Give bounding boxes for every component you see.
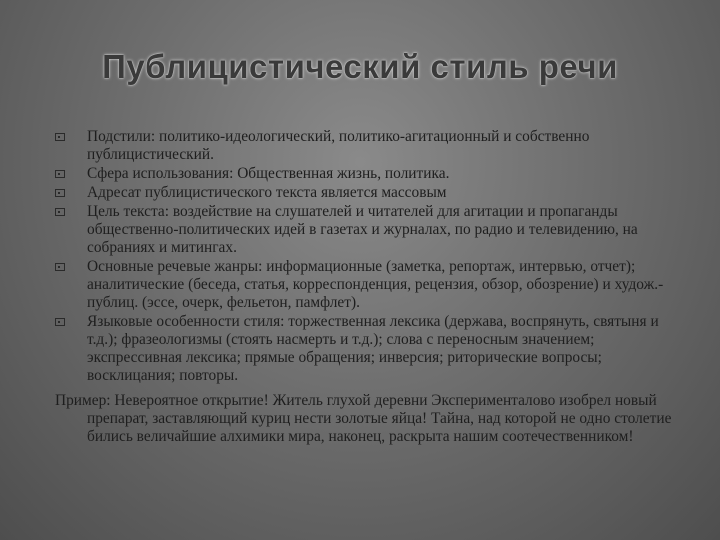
bullet-item [55, 258, 690, 312]
bullet-item [55, 203, 690, 257]
square-bullet-icon [55, 133, 65, 141]
bullet-text: Сфера использования: Общественная жизнь, политика. [87, 165, 450, 182]
bullet-text: Языковые особенности стиля: торжественная лексика (держава, воспрянуть, святыня и т.д.); фразеологизмы (стоять насмерть и т.д.); слова с переносным значением; экспрессивная лексика; прямые обращения; инверсия; риторические вопросы; восклицания; повторы. [87, 313, 659, 384]
bullet-item [55, 128, 690, 164]
bullet-text: Цель текста: воздействие на слушателей и читателей для агитации и пропаганды общественно-политических идей в газетах и журналах, по радио и телевидению, на собраниях и митингах. [87, 203, 638, 256]
slide-title: Публицистический стиль речи [102, 48, 618, 85]
square-bullet-icon [55, 208, 65, 216]
example-paragraph: Пример: Невероятное открытие! Житель глухой деревни Эксперименталово изобрел новый препарат, заставляющий куриц нести золотые яйца! Тайна, над которой не одно столетие бились величайшие алхимики мира, наконец, раскрыта нашим соотечественником! [55, 392, 672, 445]
bullet-item [55, 313, 690, 385]
square-bullet-icon [55, 189, 65, 197]
bullet-item [55, 165, 690, 183]
bullet-text: Адресат публицистического текста является массовым [87, 184, 447, 201]
bullet-text: Основные речевые жанры: информационные (заметка, репортаж, интервью, отчет); аналитические (беседа, статья, корреспонденция, рецензия, обзор, обозрение) и худож.-публиц. (эссе, очерк, фельетон, памфлет). [87, 258, 664, 311]
square-bullet-icon [55, 170, 65, 178]
square-bullet-icon [55, 263, 65, 271]
bullet-item [55, 184, 690, 202]
bullet-text: Подстили: политико-идеологический, политико-агитационный и собственно публицистический. [87, 128, 590, 163]
bullet-list [55, 128, 690, 386]
square-bullet-icon [55, 318, 65, 326]
